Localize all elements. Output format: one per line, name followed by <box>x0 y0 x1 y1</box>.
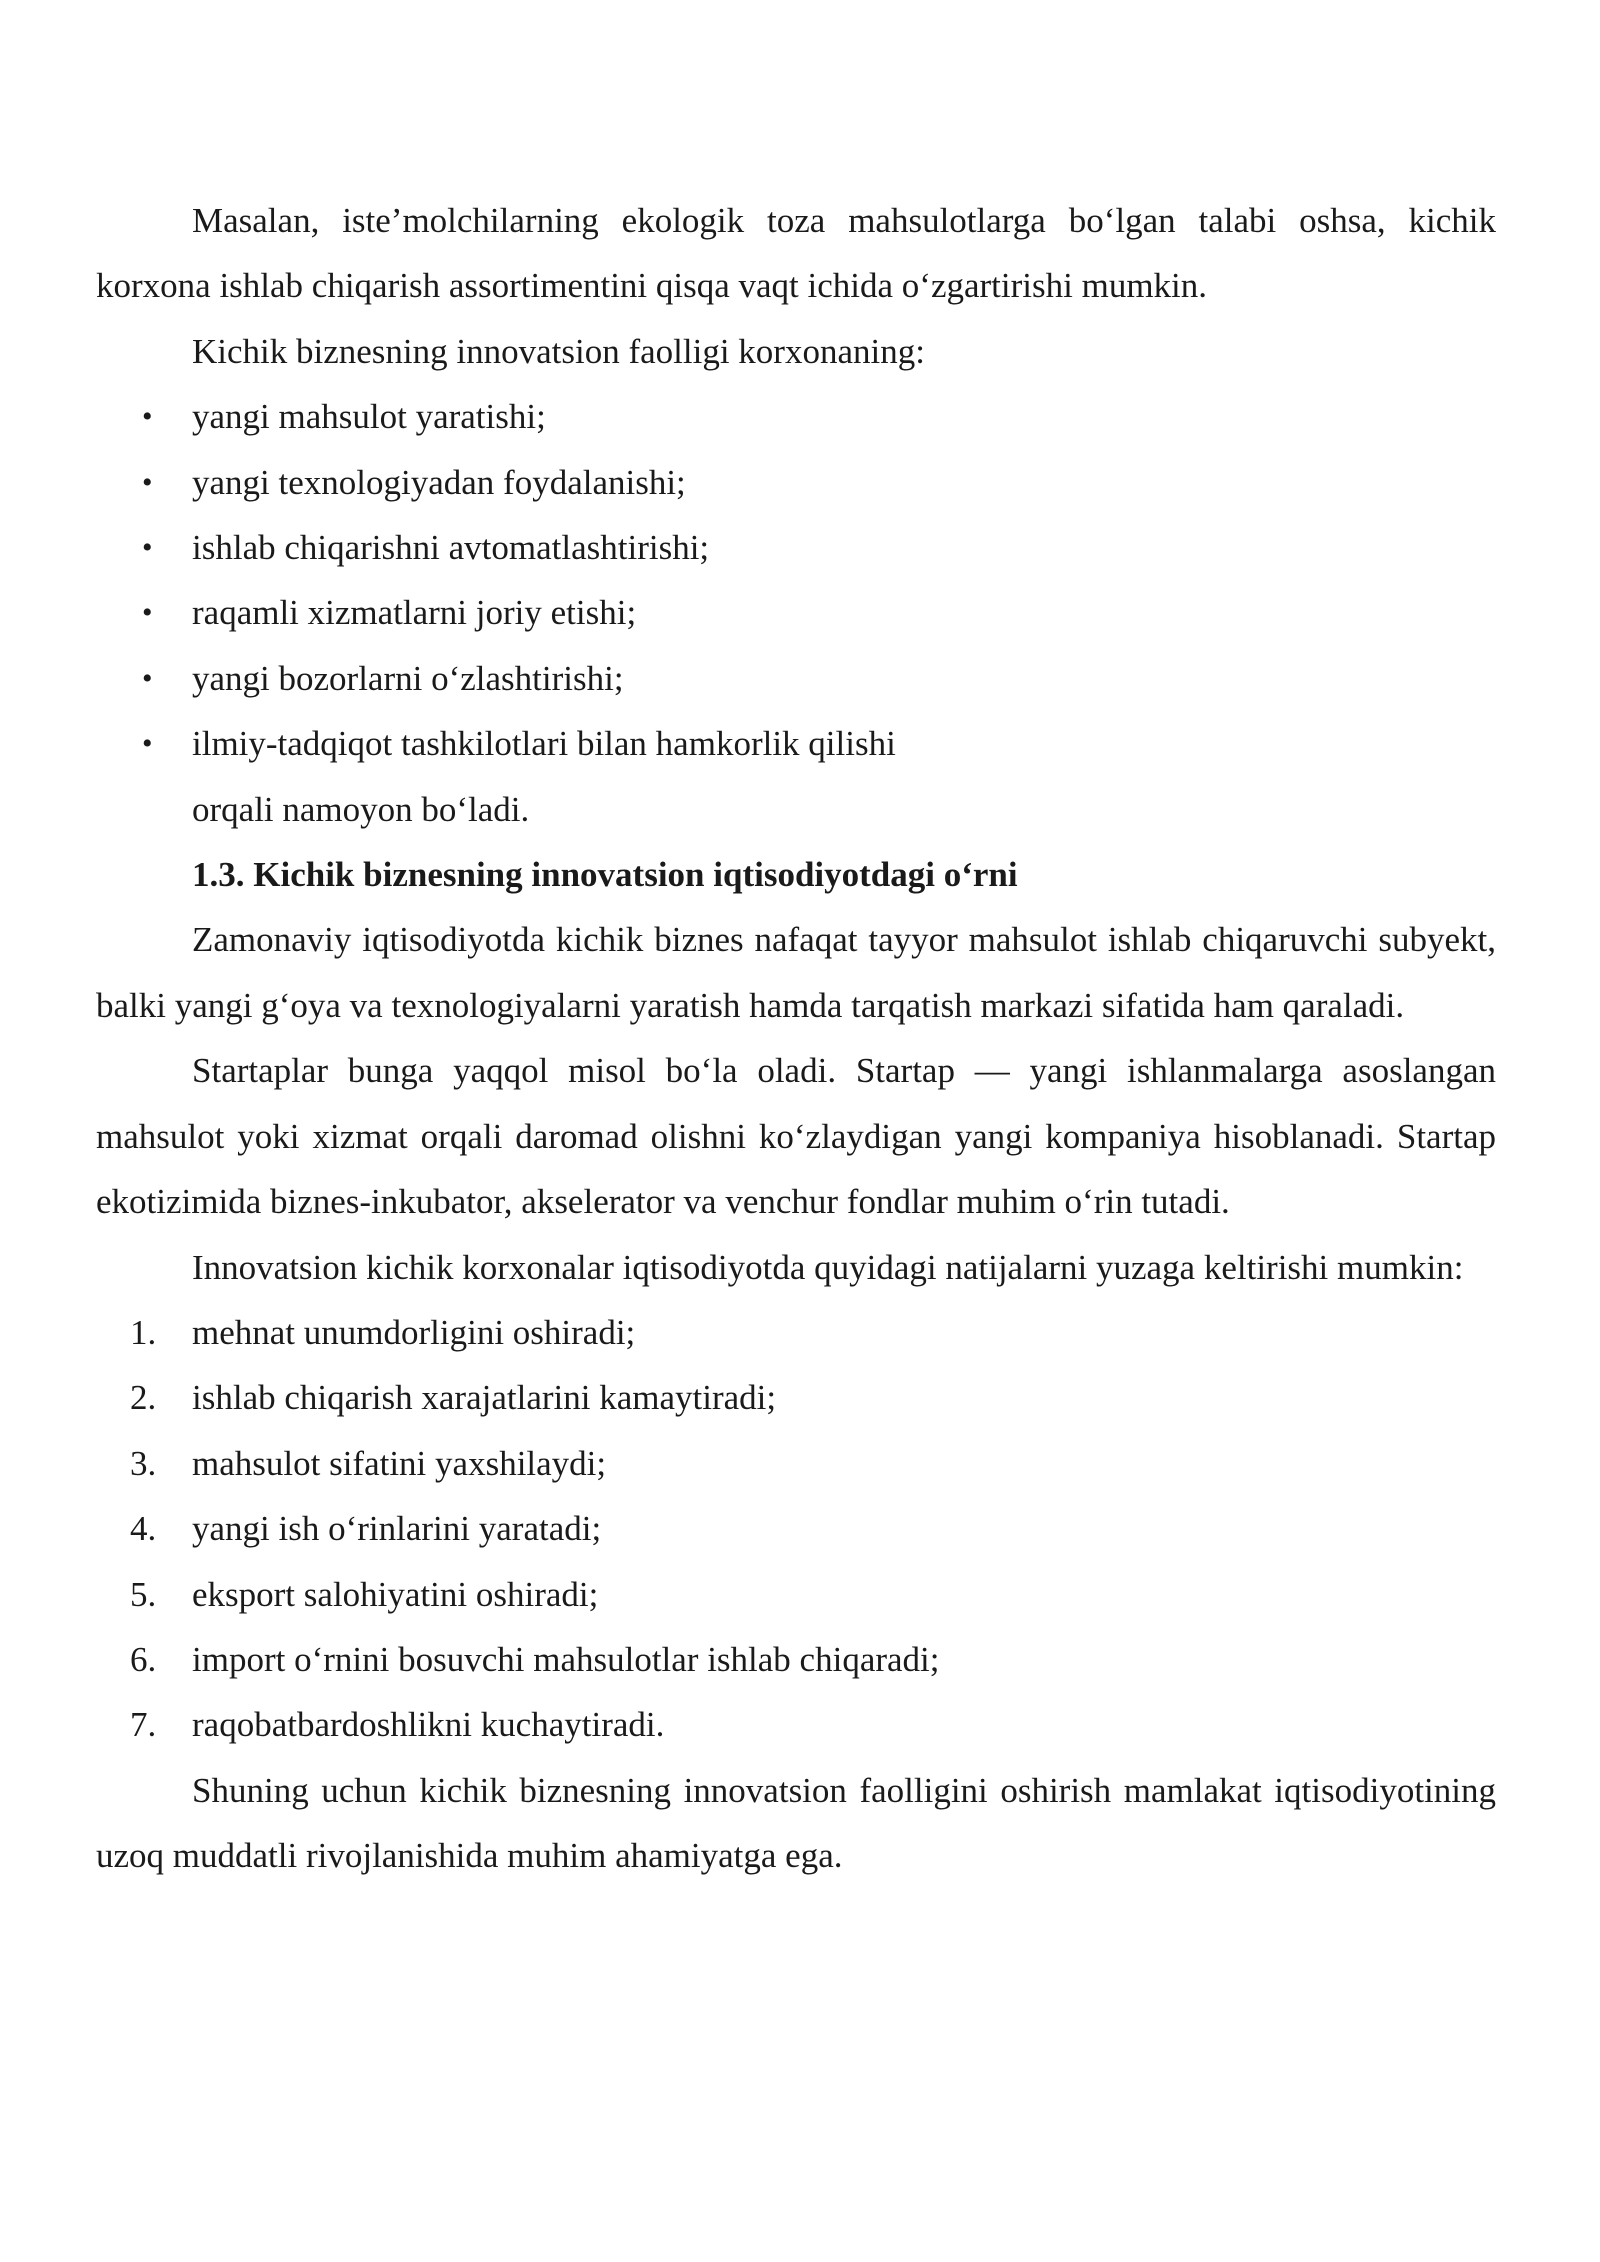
bullet-marker: • <box>142 596 153 630</box>
bullet-list-item <box>96 580 1496 645</box>
numbered-list-item <box>96 1692 1496 1757</box>
numbered-item-text: eksport salohiyatini oshiradi; <box>192 1574 599 1614</box>
bullet-list-item <box>96 384 1496 449</box>
bullet-list-item <box>96 515 1496 580</box>
numbered-item-text: mahsulot sifatini yaxshilaydi; <box>192 1443 607 1483</box>
bullet-marker: • <box>142 465 153 499</box>
bullet-item-text: yangi bozorlarni o‘zlashtirishi; <box>192 658 624 698</box>
numbered-item-text: ishlab chiqarish xarajatlarini kamaytiradi; <box>192 1378 777 1418</box>
bullet-list-item <box>96 646 1496 711</box>
bullet-item-text: yangi texnologiyadan foydalanishi; <box>192 462 686 502</box>
bullet-item-text: raqamli xizmatlarni joriy etishi; <box>192 593 637 633</box>
numbered-list-item <box>96 1627 1496 1692</box>
numbered-list-item <box>96 1365 1496 1430</box>
document-page <box>96 188 1496 1889</box>
number-marker: 2. <box>130 1378 157 1418</box>
numbered-list <box>96 1300 1496 1758</box>
number-marker: 5. <box>130 1574 157 1614</box>
bullet-marker: • <box>142 727 153 761</box>
number-marker: 7. <box>130 1705 157 1745</box>
numbered-item-text: yangi ish o‘rinlarini yaratadi; <box>192 1509 602 1549</box>
bullet-list <box>96 384 1496 776</box>
number-marker: 1. <box>130 1312 157 1352</box>
numbered-item-text: import o‘rnini bosuvchi mahsulotlar ishlab chiqaradi; <box>192 1639 940 1679</box>
paragraph-list-intro: Kichik biznesning innovatsion faolligi korxonaning: <box>192 331 925 371</box>
paragraph-list-outro: orqali namoyon bo‘ladi. <box>192 789 530 829</box>
bullet-list-item <box>96 450 1496 515</box>
bullet-marker: • <box>142 531 153 565</box>
section-heading: 1.3. Kichik biznesning innovatsion iqtisodiyotdagi o‘rni <box>192 855 1018 895</box>
number-marker: 3. <box>130 1443 157 1483</box>
paragraph-results-intro: Innovatsion kichik korxonalar iqtisodiyotda quyidagi natijalarni yuzaga keltirishi mumkin: <box>192 1247 1464 1287</box>
numbered-item-text: mehnat unumdorligini oshiradi; <box>192 1312 636 1352</box>
paragraph-example: Masalan, iste’molchilarning ekologik toza mahsulotlarga bo‘lgan talabi oshsa, kichik korxona ishlab chiqarish assortimentini qisqa vaqt ichida o‘zgartirishi mumkin. <box>96 201 1496 306</box>
numbered-list-item <box>96 1431 1496 1496</box>
numbered-item-text: raqobatbardoshlikni kuchaytiradi. <box>192 1705 665 1745</box>
numbered-list-item <box>96 1562 1496 1627</box>
numbered-list-item <box>96 1300 1496 1365</box>
numbered-list-item <box>96 1496 1496 1561</box>
number-marker: 4. <box>130 1509 157 1549</box>
paragraph-startups: Startaplar bunga yaqqol misol bo‘la oladi. Startap — yangi ishlanmalarga asoslangan mahsulot yoki xizmat orqali daromad olishni ko‘zlaydigan yangi kompaniya hisoblanadi. Startap ekotizimida biznes-inkubator, akselerator va venchur fondlar muhim o‘rin tutadi. <box>96 1051 1496 1222</box>
paragraph-modern-economy: Zamonaviy iqtisodiyotda kichik biznes nafaqat tayyor mahsulot ishlab chiqaruvchi subyekt, balki yangi g‘oya va texnologiyalarni yaratish hamda tarqatish markazi sifatida ham qaraladi. <box>96 920 1496 1025</box>
bullet-item-text: ilmiy-tadqiqot tashkilotlari bilan hamkorlik qilishi <box>192 724 896 764</box>
bullet-item-text: ishlab chiqarishni avtomatlashtirishi; <box>192 528 710 568</box>
bullet-marker: • <box>142 400 153 434</box>
bullet-list-item <box>96 711 1496 776</box>
paragraph-conclusion: Shuning uchun kichik biznesning innovatsion faolligini oshirish mamlakat iqtisodiyotining uzoq muddatli rivojlanishida muhim ahamiyatga ega. <box>96 1770 1496 1876</box>
bullet-item-text: yangi mahsulot yaratishi; <box>192 397 546 437</box>
number-marker: 6. <box>130 1639 157 1679</box>
bullet-marker: • <box>142 661 153 695</box>
